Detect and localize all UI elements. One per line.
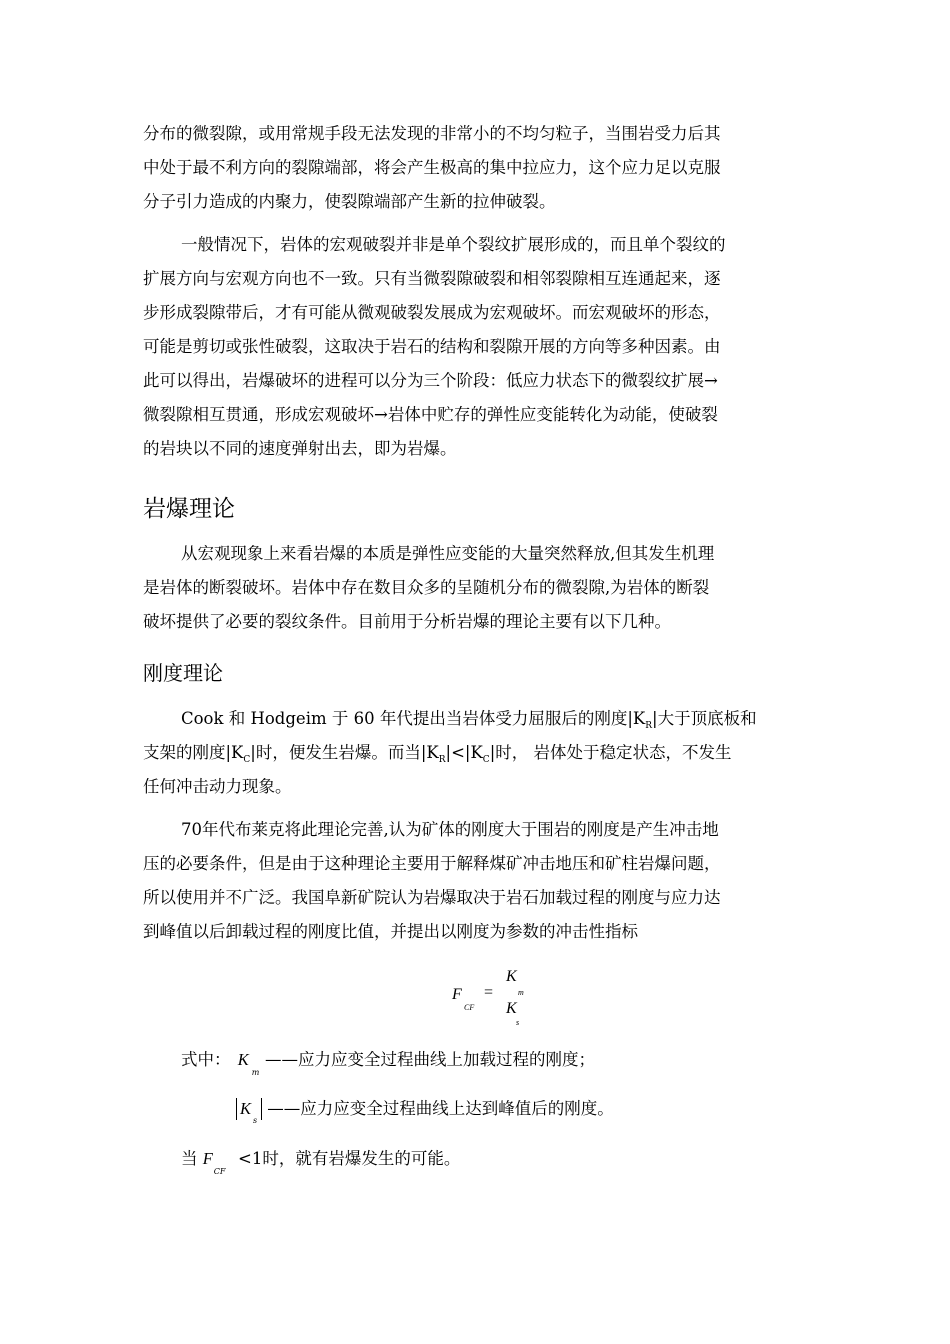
symbol-k: K	[240, 1099, 252, 1118]
formula-lhs: F	[452, 986, 462, 1003]
text-line: 破坏提供了必要的裂纹条件。目前用于分析岩爆的理论主要有以下几种。	[143, 612, 671, 631]
paragraph-microcrack	[143, 117, 811, 219]
text-fragment: |时，便发生岩爆。而当|K	[250, 743, 439, 762]
section-heading-rockburst-theory: 岩爆理论	[143, 496, 235, 522]
text-line: 分子引力造成的内聚力，使裂隙端部产生新的拉伸破裂。	[143, 192, 556, 211]
subsection-heading-stiffness-theory: 刚度理论	[143, 661, 223, 685]
formula-numerator: K	[506, 968, 517, 985]
text-line: 可能是剪切或张性破裂，这取决于岩石的结构和裂隙开展的方向等多种因素。由	[143, 337, 721, 356]
condition-text: <1时，就有岩爆发生的可能。	[238, 1149, 461, 1168]
formula-denominator: K	[506, 1000, 517, 1017]
text-fragment: Cook 和 Hodgeim 于 60 年代提出当岩体受力屈服后的刚度|K	[181, 709, 646, 728]
symbol-km	[237, 1050, 260, 1077]
paragraph-cook-hodgeim	[143, 702, 811, 804]
symbol-fcf	[202, 1149, 233, 1176]
text-line: 从宏观现象上来看岩爆的本质是弹性应变能的大量突然释放,但其发生机理	[181, 544, 715, 563]
text-fragment: |时， 岩体处于稳定状态，不发生	[489, 743, 732, 762]
formula-denominator-subscript: s	[516, 1018, 520, 1027]
paragraph-macro-failure	[143, 228, 811, 466]
text-line: 到峰值以后卸载过程的刚度比值，并提出以刚度为参数的冲击性指标	[143, 922, 638, 941]
formula-equals: =	[484, 984, 494, 1001]
symbol-subscript: s	[253, 1116, 258, 1125]
formula-lhs-subscript: CF	[464, 1003, 475, 1012]
text-line: 此可以得出，岩爆破坏的进程可以分为三个阶段：低应力状态下的微裂纹扩展→	[143, 371, 718, 390]
symbol-ks-absolute	[236, 1098, 262, 1125]
ks-description: ——应力应变全过程曲线上达到峰值后的刚度。	[267, 1099, 614, 1118]
paragraph-rockburst-nature	[143, 537, 811, 639]
text-line: 70年代布莱克将此理论完善,认为矿体的刚度大于围岩的刚度是产生冲击地	[181, 820, 719, 839]
text-line: 一般情况下，岩体的宏观破裂并非是单个裂纹扩展形成的，而且单个裂纹的	[181, 235, 726, 254]
symbol-k: K	[237, 1050, 249, 1069]
text-line	[143, 736, 811, 770]
symbol-subscript: m	[251, 1068, 260, 1077]
text-fragment: 支架的刚度|K	[143, 743, 244, 762]
condition-line	[181, 1145, 460, 1179]
text-line: 任何冲击动力现象。	[143, 777, 292, 796]
text-line: 所以使用并不广泛。我国阜新矿院认为岩爆取决于岩石加载过程的刚度与应力达	[143, 888, 721, 907]
text-line: 压的必要条件，但是由于这种理论主要用于解释煤矿冲击地压和矿柱岩爆问题，	[143, 854, 721, 873]
km-description: ——应力应变全过程曲线上加载过程的刚度；	[265, 1050, 595, 1069]
condition-prefix: 当	[181, 1149, 198, 1168]
text-fragment: |<|K	[445, 743, 483, 762]
text-fragment: |大于顶底板和	[652, 709, 757, 728]
subscript: C	[482, 755, 490, 765]
symbol-subscript: CF	[213, 1167, 226, 1176]
formula-legend-km	[181, 1046, 595, 1080]
subscript: C	[243, 755, 251, 765]
text-line: 微裂隙相互贯通，形成宏观破坏→岩体中贮存的弹性应变能转化为动能，使破裂	[143, 405, 718, 424]
formula-legend-ks	[236, 1095, 614, 1129]
text-line	[143, 702, 811, 736]
formula-fcf	[452, 968, 542, 1033]
text-line: 的岩块以不同的速度弹射出去，即为岩爆。	[143, 439, 457, 458]
symbol-f: F	[202, 1149, 213, 1168]
paragraph-stiffness-index	[143, 813, 811, 949]
text-line: 步形成裂隙带后，才有可能从微观破裂发展成为宏观破坏。而宏观破坏的形态，	[143, 303, 721, 322]
subscript: R	[438, 755, 446, 765]
legend-prefix: 式中：	[181, 1050, 231, 1069]
text-line: 中处于最不利方向的裂隙端部，将会产生极高的集中拉应力，这个应力足以克服	[143, 158, 721, 177]
formula-numerator-subscript: m	[518, 988, 524, 997]
text-line: 是岩体的断裂破坏。岩体中存在数目众多的呈随机分布的微裂隙,为岩体的断裂	[143, 578, 710, 597]
text-line: 扩展方向与宏观方向也不一致。只有当微裂隙破裂和相邻裂隙相互连通起来，逐	[143, 269, 721, 288]
text-line: 分布的微裂隙，或用常规手段无法发现的非常小的不均匀粒子，当围岩受力后其	[143, 124, 721, 143]
subscript: R	[645, 721, 653, 731]
